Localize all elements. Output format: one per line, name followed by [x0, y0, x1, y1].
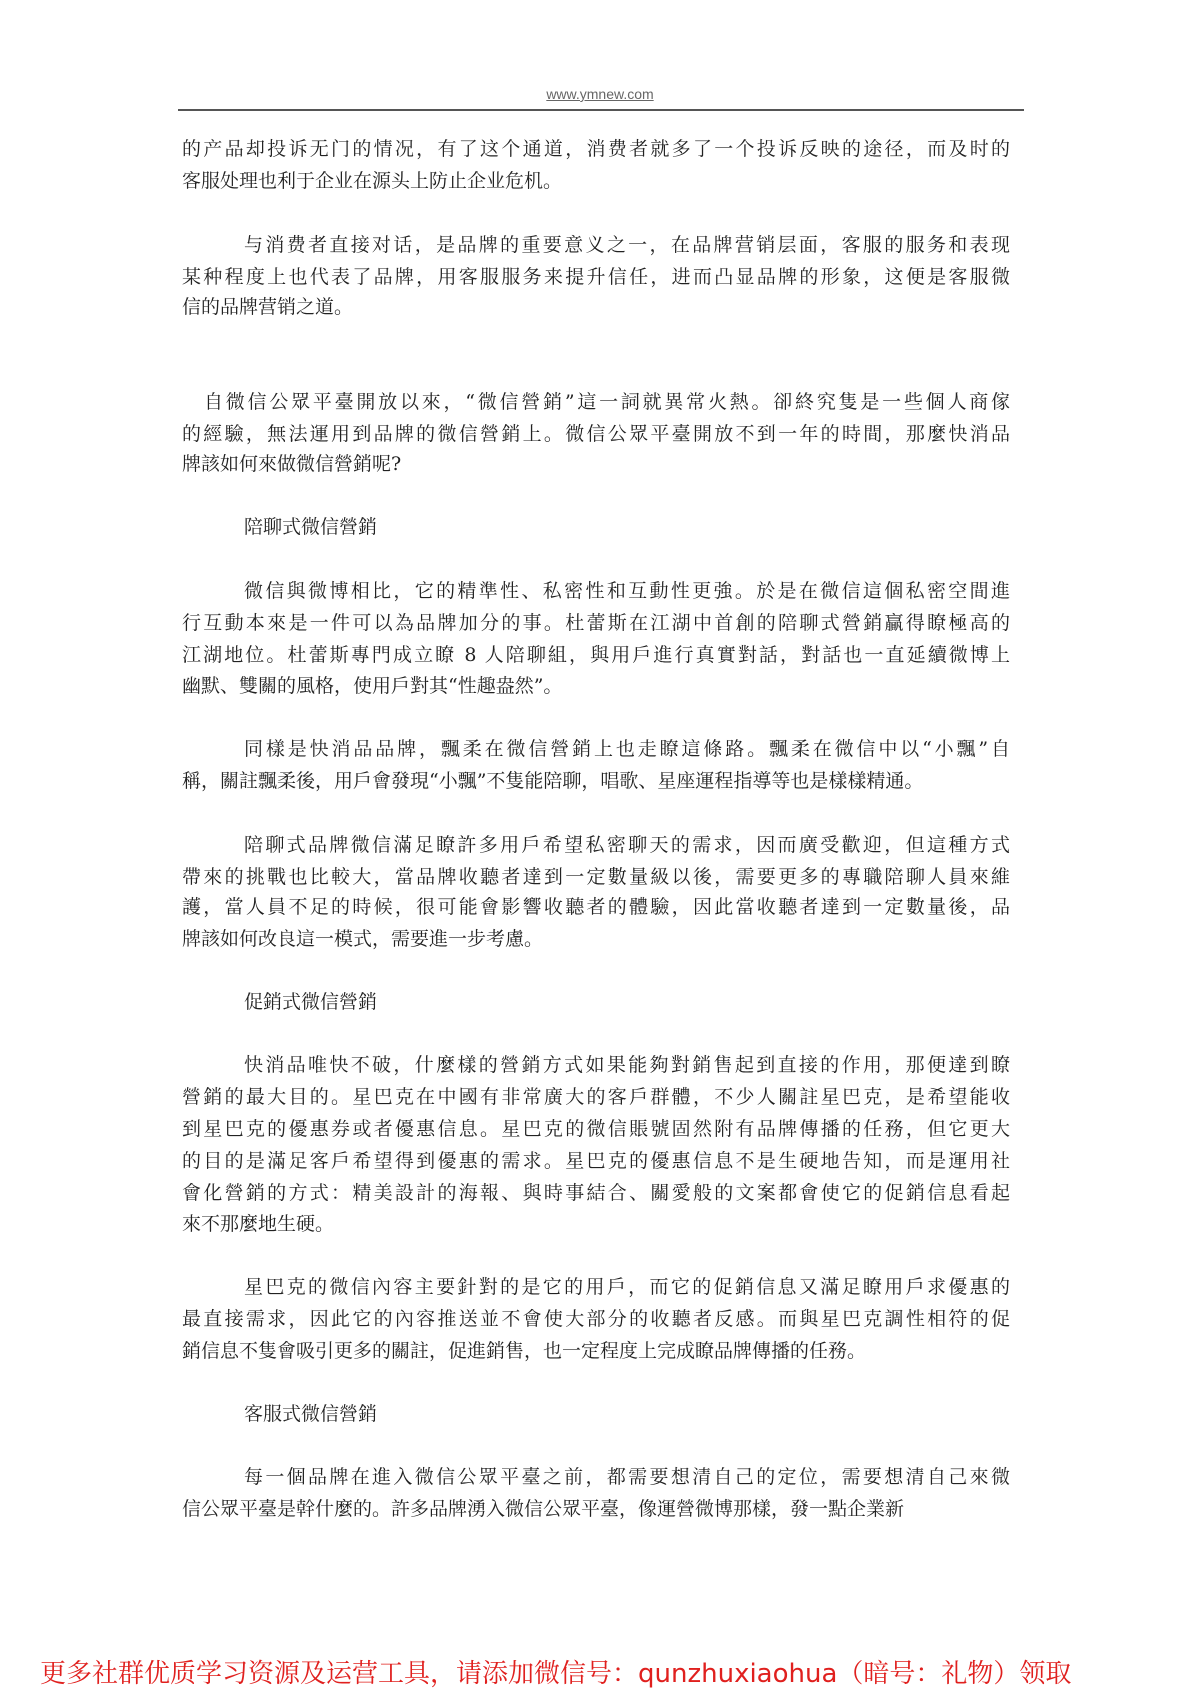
- paragraph-line: 來不那麼地生硬。: [182, 1213, 335, 1235]
- paragraph-line: 每一個品牌在進入微信公眾平臺之前，都需要想清自己的定位，需要想清自己來微: [244, 1466, 1010, 1488]
- footer-promo-text: 更多社群优质学习资源及运营工具，请添加微信号：qunzhuxiaohua（暗号：礼物）领取: [40, 1659, 1072, 1689]
- paragraph-line: 江湖地位。杜蕾斯專門成立瞭 8 人陪聊組，與用戶進行真實對話，對話也一直延續微博上: [182, 644, 1010, 666]
- paragraph-line: 星巴克的微信內容主要針對的是它的用戶，而它的促銷信息又滿足瞭用戶求優惠的: [244, 1276, 1010, 1298]
- paragraph-line: 某种程度上也代表了品牌，用客服服务来提升信任，进而凸显品牌的形象，这便是客服微: [182, 266, 1010, 288]
- paragraph-line: 微信與微博相比，它的精準性、私密性和互動性更強。於是在微信這個私密空間進: [244, 580, 1010, 602]
- paragraph-line: 同樣是快消品品牌，飄柔在微信營銷上也走瞭這條路。飄柔在微信中以“小飄”自: [244, 738, 1010, 760]
- paragraph-line: 會化營銷的方式：精美設計的海報、與時事結合、關愛般的文案都會使它的促銷信息看起: [182, 1182, 1010, 1204]
- paragraph-line: 的經驗，無法運用到品牌的微信營銷上。微信公眾平臺開放不到一年的時間，那麼快消品: [182, 423, 1010, 445]
- section-heading: 客服式微信營銷: [244, 1403, 378, 1425]
- section-heading: 促銷式微信營銷: [244, 991, 378, 1013]
- paragraph-line: 陪聊式品牌微信滿足瞭許多用戶希望私密聊天的需求，因而廣受歡迎，但這種方式: [244, 834, 1010, 856]
- paragraph-line: 最直接需求，因此它的內容推送並不會使大部分的收聽者反感。而與星巴克調性相符的促: [182, 1308, 1010, 1330]
- section-heading: 陪聊式微信營銷: [244, 516, 378, 538]
- paragraph-line: 幽默、雙關的風格，使用戶對其“性趣盎然”。: [182, 675, 563, 697]
- paragraph-line: 護，當人員不足的時候，很可能會影響收聽者的體驗，因此當收聽者達到一定數量後，品: [182, 896, 1010, 918]
- paragraph-line: 自微信公眾平臺開放以來，“微信營銷”這一詞就異常火熱。卻終究隻是一些個人商傢: [204, 391, 1010, 413]
- paragraph-line: 与消费者直接对话，是品牌的重要意义之一，在品牌营销层面，客服的服务和表现: [244, 234, 1010, 256]
- paragraph-line: 信公眾平臺是幹什麼的。許多品牌湧入微信公眾平臺，像運營微博那樣，發一點企業新: [182, 1498, 905, 1520]
- paragraph-line: 的产品却投诉无门的情况，有了这个通道，消费者就多了一个投诉反映的途径，而及时的: [182, 138, 1010, 160]
- paragraph-line: 到星巴克的優惠券或者優惠信息。星巴克的微信賬號固然附有品牌傳播的任務，但它更大: [182, 1118, 1010, 1140]
- paragraph-line: 信的品牌营销之道。: [182, 296, 354, 318]
- paragraph-line: 牌該如何來做微信營銷呢?: [182, 453, 402, 475]
- header-divider: [178, 109, 1024, 111]
- paragraph-line: 牌該如何改良這一模式，需要進一步考慮。: [182, 928, 544, 950]
- paragraph-line: 的目的是滿足客戶希望得到優惠的需求。星巴克的優惠信息不是生硬地告知，而是運用社: [182, 1150, 1010, 1172]
- paragraph-line: 稱，關註飄柔後，用戶會發現“小飄”不隻能陪聊，唱歌、星座運程指導等也是樣樣精通。: [182, 770, 924, 792]
- paragraph-line: 客服处理也利于企业在源头上防止企业危机。: [182, 170, 563, 192]
- paragraph-line: 營銷的最大目的。星巴克在中國有非常廣大的客戶群體，不少人關註星巴克，是希望能收: [182, 1086, 1010, 1108]
- paragraph-line: 快消品唯快不破，什麼樣的營銷方式如果能夠對銷售起到直接的作用，那便達到瞭: [244, 1054, 1010, 1076]
- paragraph-line: 行互動本來是一件可以為品牌加分的事。杜蕾斯在江湖中首創的陪聊式營銷贏得瞭極高的: [182, 612, 1010, 634]
- paragraph-line: 帶來的挑戰也比較大，當品牌收聽者達到一定數量級以後，需要更多的專職陪聊人員來維: [182, 866, 1010, 888]
- header-site-url: www.ymnew.com: [546, 86, 654, 102]
- paragraph-line: 銷信息不隻會吸引更多的關註，促進銷售，也一定程度上完成瞭品牌傳播的任務。: [182, 1340, 867, 1362]
